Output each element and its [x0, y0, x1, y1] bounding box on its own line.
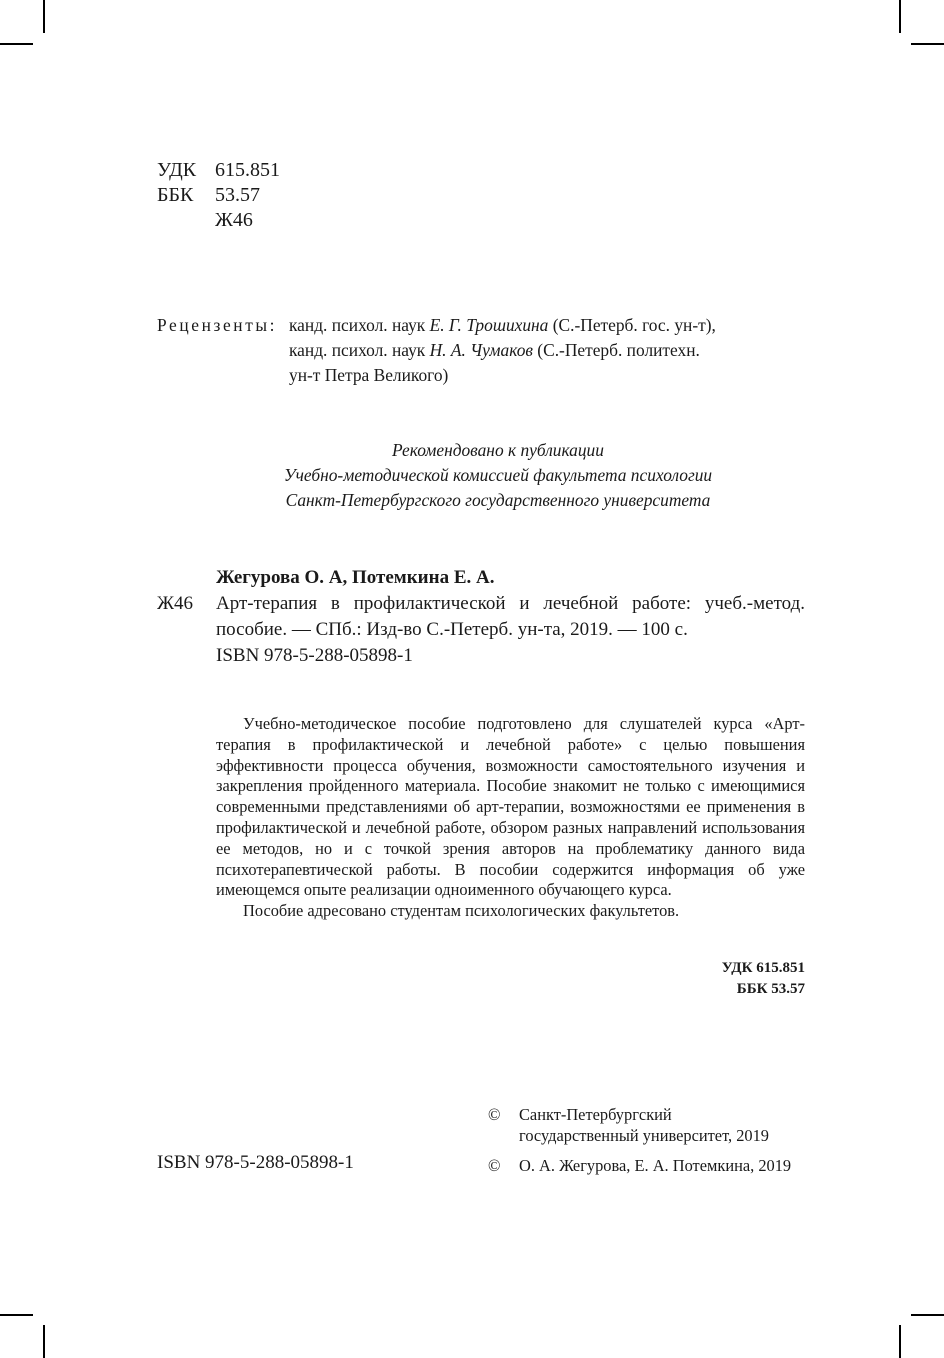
reviewer-line [289, 313, 929, 338]
reviewer-degree: канд. психол. наук [289, 315, 430, 335]
bbk-label: ББК [157, 184, 194, 206]
author-mark: Ж46 [215, 209, 253, 231]
udk-value: 615.851 [215, 159, 280, 181]
classification-codes-bold [722, 958, 805, 1000]
reviewer-name: Е. Г. Трошихина [429, 315, 549, 335]
bbk-row [157, 183, 280, 208]
crop-mark [0, 1314, 33, 1316]
authors-heading: Жегурова О. А, Потемкина Е. А. [216, 567, 495, 588]
copyright-holder: Санкт-Петербургский [519, 1105, 672, 1124]
abstract-paragraph: Учебно-методическое пособие подготовлено для слушателей курса «Арт-терапия в профилактической и лечебной работе» с целью повышения эффективности процесса обучения, возможности самостоятельного изучения и закрепления пройденного материала. Пособие знакомит не только с имеющимися современными представлениями об арт-терапии, возможностями ее применения в профилактической и лечебной работе, обзором разных направлений использования ее методов, но и с точкой зрения авторов на проблематику данного вида психотерапевтической работы. В пособии содержится информация об уже имеющемся опыте реализации одноименного обучающего курса. [216, 714, 805, 900]
crop-mark [899, 0, 901, 33]
recommendation-line: Учебно-методической комиссией факультета психологии [283, 465, 713, 485]
copyright-block [488, 1104, 818, 1176]
copyright-holder: государственный университет, 2019 [519, 1126, 769, 1145]
copyright-entry [488, 1104, 818, 1146]
bibliographic-isbn: ISBN 978-5-288-05898-1 [216, 645, 413, 666]
copyright-icon: © [488, 1156, 501, 1175]
crop-mark [911, 43, 944, 45]
bbk-code: ББК 53.57 [736, 981, 805, 997]
abstract [216, 714, 805, 922]
reviewer-affiliation-continued: ун-т Петра Великого) [289, 365, 449, 385]
isbn: ISBN 978-5-288-05898-1 [157, 1152, 354, 1173]
copyright-entry [488, 1155, 818, 1176]
classification-block [157, 158, 280, 233]
udk-row [157, 158, 280, 183]
bbk-value: 53.57 [215, 184, 260, 206]
bibliographic-record [157, 565, 805, 669]
abstract-paragraph: Пособие адресовано студентам психологических факультетов. [243, 901, 680, 921]
reviewer-affiliation: (С.-Петерб. политехн. [532, 340, 700, 360]
reviewer-degree: канд. психол. наук [289, 340, 430, 360]
reviewer-name: Н. А. Чумаков [429, 340, 533, 360]
udk-code: УДК 615.851 [721, 960, 805, 976]
cip-code: Ж46 [157, 593, 194, 614]
copyright-icon: © [488, 1105, 501, 1124]
crop-mark [899, 1325, 901, 1358]
crop-mark [0, 43, 33, 45]
reviewer-line [289, 338, 929, 363]
recommendation-block [157, 438, 839, 513]
reviewers-label: Рецензенты: [157, 315, 278, 335]
author-mark-row [157, 208, 280, 233]
crop-mark [911, 1314, 944, 1316]
crop-mark [43, 0, 45, 33]
crop-mark [43, 1325, 45, 1358]
recommendation-line: Санкт-Петербургского государственного университета [285, 490, 711, 510]
bibliographic-description: Арт-терапия в профилактической и лечебной работе: учеб.-метод. пособие. — СПб.: Изд-во С.-Петерб. ун-та, 2019. — 100 с. [216, 593, 805, 640]
recommendation-line: Рекомендовано к публикации [392, 440, 604, 460]
reviewer-affiliation: (С.-Петерб. гос. ун-т), [548, 315, 716, 335]
copyright-holder: О. А. Жегурова, Е. А. Потемкина, 2019 [519, 1156, 792, 1175]
udk-label: УДК [157, 159, 197, 181]
